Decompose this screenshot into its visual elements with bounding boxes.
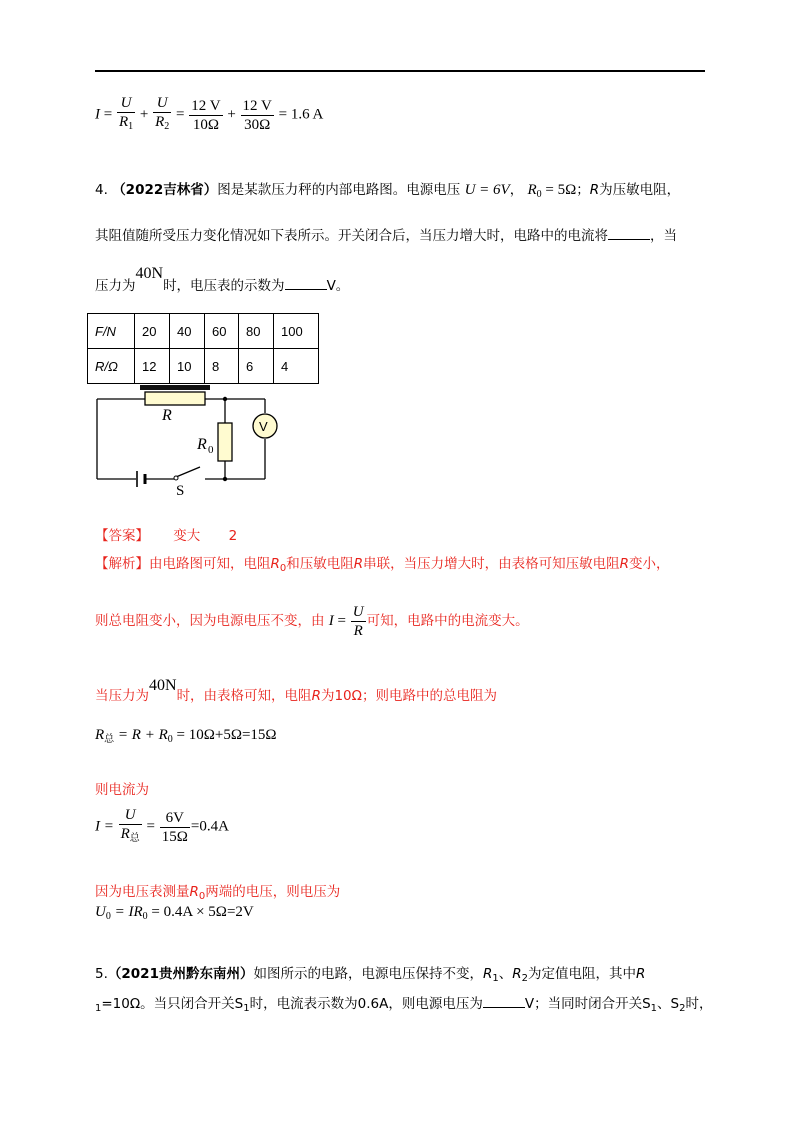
sub: 1	[492, 973, 499, 984]
junction-dot	[223, 397, 227, 401]
row-header: F/N	[88, 314, 135, 349]
answer-label: 【答案】	[95, 528, 149, 544]
table-cell: 80	[239, 314, 274, 349]
table-cell: 10	[170, 349, 205, 384]
text: 压力为	[95, 278, 136, 294]
sub: 总	[104, 734, 115, 745]
table-cell: 100	[274, 314, 319, 349]
text: V；当同时闭合开关S	[524, 996, 651, 1012]
text: 则总电阻变小，因为电源电压不变，由	[95, 612, 325, 629]
table-cell: 12	[135, 349, 170, 384]
text: = 10Ω+5Ω=15Ω	[172, 727, 277, 743]
table-row	[88, 349, 319, 384]
sub: 1	[95, 1003, 102, 1014]
sub: 1	[243, 1003, 250, 1014]
prev-solution-equation: I = $\frac{U}{R_1}$ + $\frac{U}{R_2}$ = $\frac{12 V}{10\Omega}$ + $\frac{12 V}{30\Omega}$ = 1.6 A	[95, 94, 323, 136]
sub: 0	[198, 891, 206, 902]
text: 因为电压表测量	[95, 884, 190, 900]
sub: 0	[167, 734, 173, 745]
resistor-r0	[218, 423, 232, 461]
q-source: （2021贵州黔东南州）	[107, 966, 254, 982]
text: 和压敏电阻	[286, 556, 354, 572]
num: 12 V	[191, 97, 221, 114]
answer-1: 变大	[173, 528, 201, 544]
analysis-line3	[95, 674, 497, 704]
den: R	[155, 114, 165, 130]
text: 时，	[685, 996, 713, 1012]
r0: R	[270, 556, 280, 572]
sub: 0	[279, 563, 287, 574]
force-value: 40N	[135, 265, 164, 282]
result: 1.6 A	[290, 106, 324, 123]
label-r0-sub: 0	[208, 444, 214, 456]
text: = IR	[110, 904, 143, 920]
comma: ，	[509, 182, 524, 198]
text: 可知，电路中的电流变大。	[366, 612, 529, 629]
switch-contact	[174, 476, 178, 480]
current-equation: I = $\frac{U}{R_总}$ = $\frac{6V}{15\Omega}$ =0.4A	[95, 806, 229, 848]
text: 由电路图可知，电阻	[149, 556, 271, 572]
text: 变小，	[629, 556, 670, 572]
sub: 1	[650, 1003, 658, 1014]
var: I	[328, 612, 334, 629]
text: 、S	[657, 996, 680, 1012]
analysis-line2	[95, 603, 529, 640]
den: 30Ω	[244, 116, 271, 133]
text: 时，电流表示数为0.6A，则电源电压为	[249, 996, 483, 1012]
den: 10Ω	[192, 116, 219, 133]
r0-value: = 5Ω	[541, 182, 577, 198]
frac-12v-10	[189, 97, 222, 134]
var: R	[95, 727, 105, 743]
row-header: R/Ω	[88, 349, 135, 384]
analysis-line5	[95, 880, 340, 902]
answer-blank[interactable]	[285, 277, 327, 290]
varistor-r	[145, 392, 205, 405]
var: U	[95, 904, 106, 920]
den: R	[120, 826, 130, 842]
u-value: U = 6V	[464, 182, 510, 198]
sep: 、	[498, 966, 513, 982]
q5-line1	[95, 962, 645, 984]
semi: ；	[576, 182, 590, 198]
junction-dot	[223, 477, 227, 481]
num: 12 V	[242, 97, 272, 114]
r: R	[619, 556, 630, 572]
q4-line3	[95, 262, 350, 294]
text: 图是某款压力秤的内部电路图。电源电压	[217, 182, 461, 198]
analysis-line4	[95, 778, 149, 798]
sub: 1	[128, 121, 134, 132]
frac-u-rtotal	[119, 806, 142, 848]
sub: 2	[164, 121, 170, 132]
header-rule	[95, 70, 705, 72]
table-cell: 8	[205, 349, 239, 384]
table-cell: 4	[274, 349, 319, 384]
num: U	[117, 94, 135, 113]
text: 其阻值随所受压力变化情况如下表所示。开关闭合后，当压力增大时，电路中的电流将	[95, 228, 608, 244]
answer-blank[interactable]	[608, 227, 650, 240]
text: 时，由表格可知，电阻	[176, 688, 312, 704]
circuit-diagram	[90, 383, 290, 498]
r1: R	[482, 966, 493, 982]
r2: R	[512, 966, 522, 982]
label-s: S	[176, 483, 185, 498]
q4-line2	[95, 224, 677, 244]
var-I: I	[95, 106, 100, 123]
q-source: （2022吉林省）	[112, 182, 218, 198]
text: 为10Ω；则电路中的总电阻为	[320, 688, 497, 704]
num: U	[352, 604, 364, 620]
text: =10Ω。当只闭合开关S	[101, 996, 244, 1012]
q-number: 4.	[95, 182, 108, 198]
sub: 0	[536, 189, 542, 200]
analysis-line1	[95, 552, 670, 574]
text: 为定值电阻，其中	[528, 966, 636, 982]
label-v: V	[259, 419, 268, 434]
r0: R	[527, 182, 537, 198]
force-resistance-table	[87, 313, 319, 384]
text: 时，电压表的示数为	[163, 278, 285, 294]
label-r: R	[162, 407, 172, 424]
var: I =	[95, 818, 114, 835]
label-r0: R	[197, 436, 207, 453]
sub: 2	[679, 1003, 686, 1014]
table-cell: 20	[135, 314, 170, 349]
text: 则电流为	[95, 782, 149, 798]
answer-blank[interactable]	[483, 995, 525, 1008]
result: =0.4A	[190, 818, 229, 835]
text: = R + R	[114, 727, 168, 743]
frac-12v-30	[241, 97, 274, 134]
frac-u-r2	[153, 94, 171, 136]
num: U	[119, 806, 142, 825]
num: 6V	[160, 809, 190, 828]
table-cell: 60	[205, 314, 239, 349]
den: R	[353, 623, 363, 639]
den: R	[118, 114, 129, 130]
r: R	[636, 966, 646, 982]
q-number: 5.	[95, 966, 108, 982]
pressure-plate	[140, 385, 210, 390]
sub: 0	[142, 911, 148, 922]
sub: 0	[105, 911, 111, 922]
text: 为压敏电阻，	[599, 182, 681, 198]
den: 15Ω	[161, 828, 188, 845]
answer-line	[95, 524, 237, 544]
text: 串联，当压力增大时，由表格可知压敏电阻	[363, 556, 620, 572]
text: = 0.4A × 5Ω=2V	[147, 904, 254, 920]
frac-u-r1	[117, 94, 135, 136]
r: R	[353, 556, 364, 572]
r: R	[311, 688, 321, 704]
answer-2: 2	[228, 528, 238, 544]
frac-6v-15	[160, 809, 190, 846]
text: 当压力为	[95, 688, 149, 704]
num: U	[153, 94, 171, 113]
q4-line1	[95, 178, 680, 200]
sub: 2	[521, 973, 528, 984]
table-cell: 6	[239, 349, 274, 384]
text: V。	[326, 278, 350, 294]
force-value: 40N	[149, 677, 177, 694]
r: R	[589, 182, 600, 198]
table-cell: 40	[170, 314, 205, 349]
r0: R	[189, 884, 199, 900]
q5-line2	[95, 992, 713, 1014]
ohm-law-formula: I = $\frac{U}{R}$	[328, 604, 364, 639]
text: ，当	[650, 228, 677, 244]
sub: 总	[129, 833, 140, 844]
voltage-equation	[95, 904, 254, 922]
text: 两端的电压，则电压为	[205, 884, 341, 900]
table-row	[88, 314, 319, 349]
text: 如图所示的电路，电源电压保持不变，	[253, 966, 483, 982]
analysis-label: 【解析】	[95, 556, 149, 572]
total-resistance-equation	[95, 727, 277, 745]
